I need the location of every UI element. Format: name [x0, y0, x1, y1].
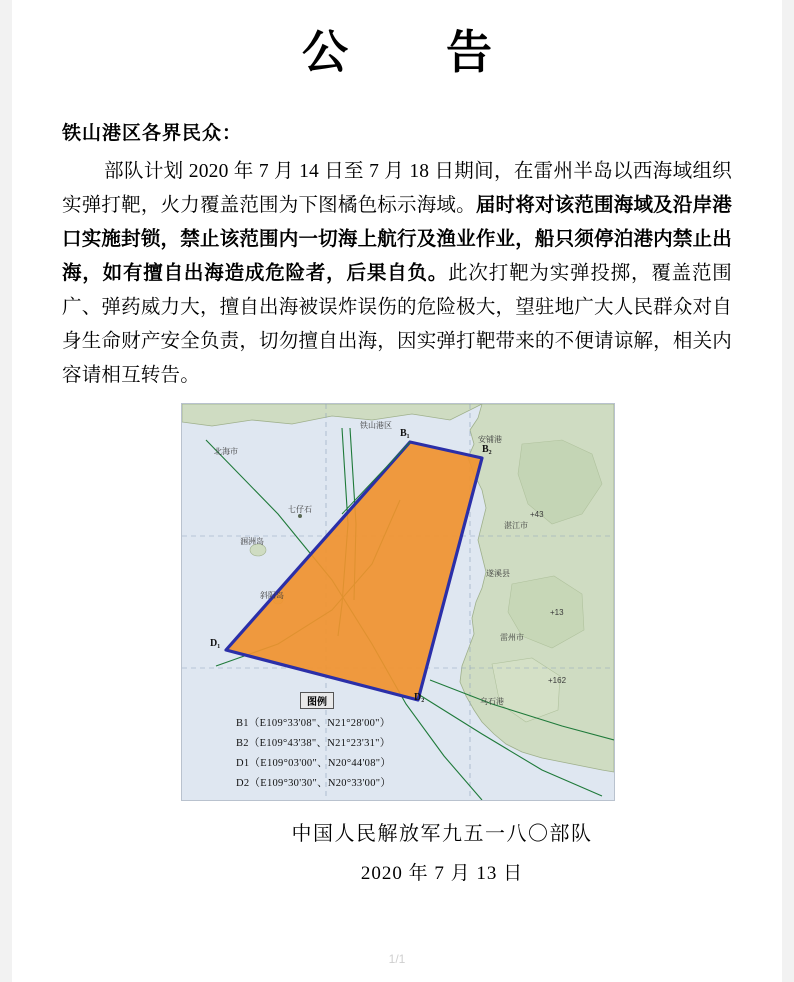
- map-point-d2: D₂: [414, 691, 425, 703]
- map-place-label: 七仔石: [288, 504, 312, 514]
- map-figure: [181, 403, 613, 801]
- legend-entry: D1（E109°03'00"、N20°44'08"）: [236, 757, 392, 769]
- map-place-label: 铁山港区: [360, 420, 392, 430]
- page-left-edge-shade: [0, 0, 12, 982]
- map-depth-label: +43: [530, 509, 544, 519]
- signature-block: [62, 817, 732, 885]
- page-title: 公 告: [302, 27, 518, 78]
- signature-date: 2020 年 7 月 13 日: [360, 862, 524, 884]
- map-depth-label: +13: [550, 607, 564, 617]
- map-point-d1: D₁: [210, 637, 221, 649]
- legend-title: 图例: [300, 692, 334, 709]
- legend-entry: D2（E109°30'30"、N20°33'00"）: [236, 777, 392, 789]
- map-place-label: 雷州市: [500, 632, 524, 642]
- page-right-edge-shade: [782, 0, 794, 982]
- map-point-b1: B₁: [400, 427, 410, 439]
- map-legend: [236, 692, 516, 790]
- map-place-label: 湛江市: [504, 520, 528, 530]
- body-text-part-2-bold: 届时将对该范围海域及沿岸港口实施封锁，禁止该范围内一切海上航行及渔业作业，船只须停泊港内禁止出海，如有擅自出海造成危险者，后果自负。: [62, 194, 732, 284]
- legend-entry: B1（E109°33'08"、N21°28'00"）: [236, 717, 391, 729]
- body-paragraph: [62, 155, 732, 393]
- page-number: 1/1: [388, 952, 406, 966]
- map-place-label: 乌石港: [480, 696, 504, 706]
- map-canvas: [181, 403, 615, 801]
- body-text-part-3: 此次打靶为实弹投掷，覆盖范围广、弹药威力大，擅自出海被误炸误伤的危险极大，望驻地广大人民群众对自身生命财产安全负责，切勿擅自出海，因实弹打靶带来的不便请谅解，相关内容请相互转告。: [62, 262, 732, 386]
- map-depth-label: +162: [548, 675, 567, 685]
- map-place-label: 北海市: [214, 446, 238, 456]
- map-place-label: 遂溪县: [486, 568, 510, 578]
- signature-unit: 中国人民解放军九五一八〇部队: [291, 822, 593, 845]
- map-place-label: 斜阳岛: [260, 590, 284, 600]
- legend-entry: B2（E109°43'38"、N21°23'31"）: [236, 737, 391, 749]
- map-place-label: 涠洲岛: [240, 536, 264, 546]
- map-place-label: 安铺港: [478, 434, 502, 444]
- salutation: 铁山港区各界民众：: [62, 122, 243, 144]
- map-point-b2: B₂: [482, 443, 492, 455]
- body-text-part-1: 部队计划 2020 年 7 月 14 日至 7 月 18 日期间，在雷州半岛以西海域组织实弹打靶，火力覆盖范围为下图橘色标示海域。: [62, 160, 732, 216]
